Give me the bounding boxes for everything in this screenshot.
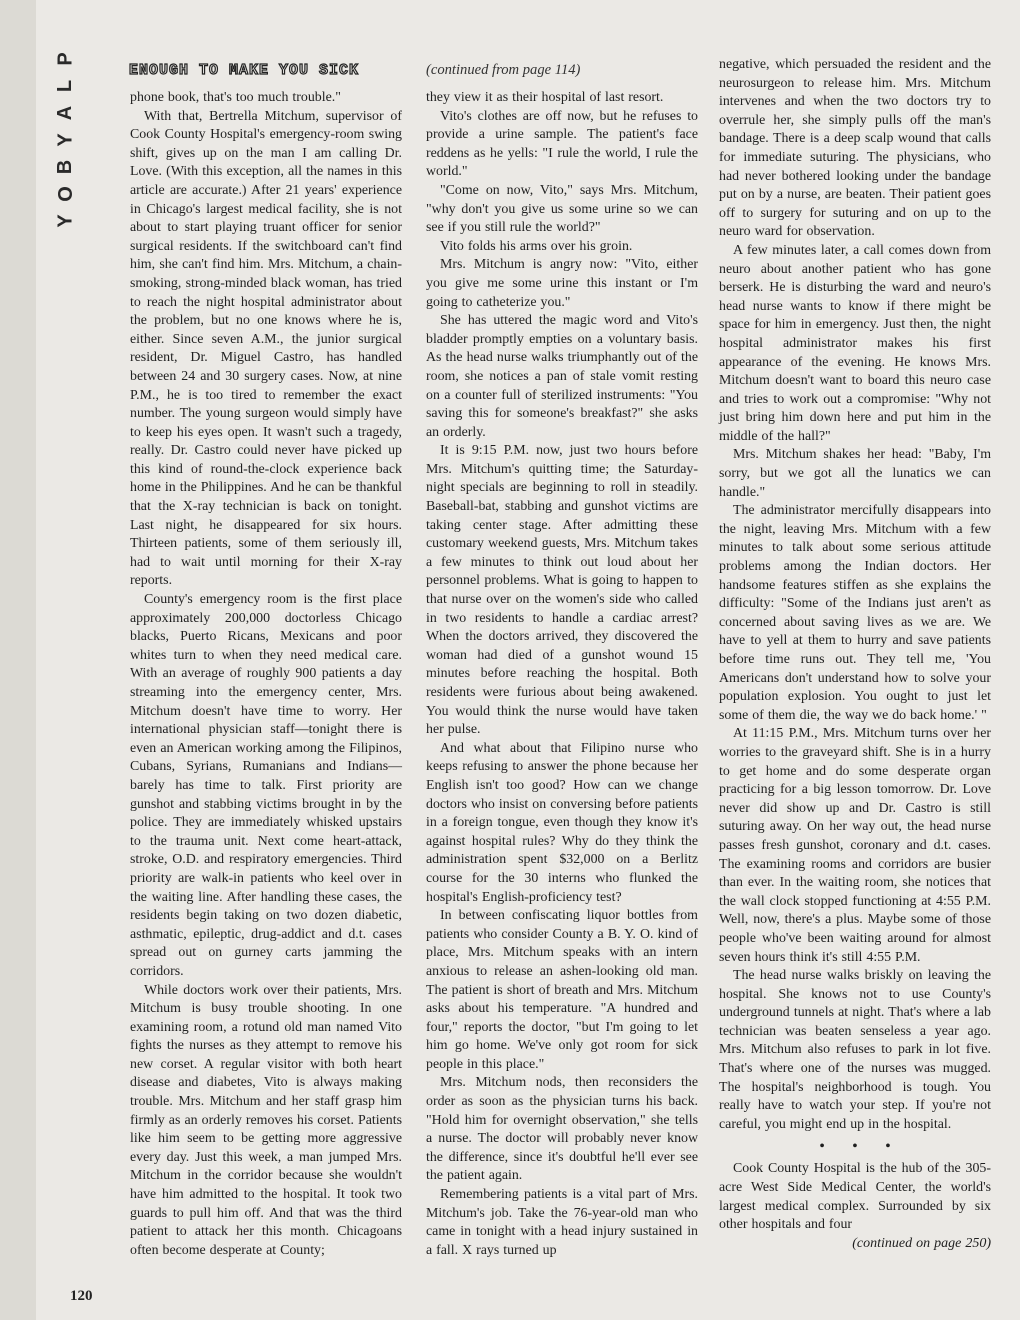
paragraph: Vito folds his arms over his groin. [440, 238, 633, 254]
paragraph: While doctors work over their patients, Mrs. Mitchum is busy trouble shooting. In one examining room, a rotund old man named Vito fights the nurses as they attempt to remove his new corset. A regular visitor with both heart disease and diabetes, Vito is always making trouble. Mrs. Mitchum and her staff grasp him firmly as an orderly removes his corset. Patients like him seem to be getting more aggressive every day. Just this week, a man jumped Mrs. Mitchum in the corridor because she wouldn't have him admitted to the hospital. It took two guards to pull him off. And that was the third patient to attack her this month. Chicagoans often become desperate at County; [130, 982, 402, 1258]
paragraph: Mrs. Mitchum nods, then reconsiders the order as soon as the physician turns his back. "Hold him for overnight observation," she tells a nurse. The doctor will probably never know the difference, since it's doubtful he'll ever see the patient again. [426, 1075, 698, 1184]
magazine-name-vertical [52, 46, 80, 226]
magazine-name-letter: L [54, 78, 77, 93]
paragraph: Vito's clothes are off now, but he refuses to provide a urine sample. The patient's face reddens as he yells: "I rule the world, I rule the world." [426, 108, 698, 180]
paragraph: phone book, that's too much trouble." [130, 90, 341, 105]
paragraph: In between confiscating liquor bottles from patients who consider County a B. Y. O. kind of place, Mrs. Mitchum speaks with an intern anxious to release an ashen-looking old man. The patient is short of breath and Mrs. Mitchum asks about his temperature. "A hundred and four," reports the doctor, "but I'm going to let him go home. We've only got room for sick people in this place." [426, 908, 698, 1072]
magazine-name-letter: Y [54, 132, 77, 147]
article-column-1 [130, 89, 402, 1260]
paragraph: It is 9:15 P.M. now, just two hours before Mrs. Mitchum's quitting time; the Saturday-night specials are beginning to roll in steadily. Baseball-bat, stabbing and gunshot victims are taking center stage. After admitting these customary weekend guests, Mrs. Mitchum takes a few minutes to think out loud about her personnel problems. What is going to happen to that nurse over on the women's side who called in two residents to handle a cardiac arrest? When the doctors arrived, they discovered the woman had died of a gunshot wound 15 minutes before reaching the hospital. Both residents were furious about being awakened. You would think the nurse would have taken her pulse. [426, 443, 698, 738]
magazine-name-letter: Y [54, 213, 77, 228]
magazine-name-letter: O [54, 185, 77, 202]
article-column-2 [426, 89, 698, 1260]
page-number: 120 [70, 1288, 93, 1304]
magazine-name-letter: A [54, 104, 77, 121]
continued-on-note: (continued on page 250) [852, 1235, 991, 1251]
magazine-page [36, 0, 1020, 1320]
article-column-3 [719, 56, 991, 1253]
paragraph: A few minutes later, a call comes down from neuro about another patient who has gone berserk. He is disturbing the ward and neuro's head nurse wants to know if there might be space for him in emergency. Just then, the night hospital administrator makes his first appearance of the evening. He knows Mrs. Mitchum doesn't want to board this neuro case and tries to work out a compromise: "Why not just bring him down here and put him in the middle of the hall?" [719, 242, 991, 444]
section-break: • • • [819, 1139, 903, 1155]
paragraph: And what about that Filipino nurse who keeps refusing to answer the phone because her English isn't too good? How can we change doctors who insist on conversing before patients in a foreign tongue, even though they know it's against hospital rules? Why do they think the administration spent $32,000 on a Berlitz course for the 30 interns who flunked the hospital's English-proficiency test? [426, 740, 698, 905]
column-3-body [719, 56, 991, 1134]
paragraph: The administrator mercifully disappears into the night, leaving Mrs. Mitchum with a few minutes to talk about some serious attitude problems among the Indian doctors. Her handsome features stiffen as she explains the difficulty: "Some of the Indians just aren't as concerned about saving lives as we are. We have to yell at them to hurry and save patients before time runs out. They tell me, 'You Americans don't understand how to solve your population explosion. You ought to just let some of them die, the way we do back home.' " [719, 503, 991, 723]
paragraph: Mrs. Mitchum is angry now: "Vito, either you give me some urine this instant or I'm going to catheterize you." [426, 257, 698, 310]
continued-from-note: (continued from page 114) [426, 62, 581, 78]
paragraph: negative, which persuaded the resident and the neurosurgeon to release him. Mrs. Mitchum intervenes and when the two doctors try to overrule her, she simply pulls off the man's bandage. There is a deep scalp wound that calls for immediate suturing. The physicians, who had never bothered looking under the bandage put on by a nurse, are beaten. Their patient goes off to surgery for suturing and on up to the neuro ward for observation. [719, 57, 991, 240]
paragraph: "Come on now, Vito," says Mrs. Mitchum, "why don't you give us some urine so we can see if you still rule the world?" [426, 182, 698, 236]
paragraph: Mrs. Mitchum shakes her head: "Baby, I'm sorry, but we got all the lunatics we can handle." [719, 447, 991, 500]
paragraph: Remembering patients is a vital part of Mrs. Mitchum's job. Take the 76-year-old man who came in tonight with a head injury sustained in a fall. X rays turned up [426, 1187, 698, 1258]
paragraph: they view it as their hospital of last resort. [426, 90, 664, 105]
paragraph-after-break: Cook County Hospital is the hub of the 305-acre West Side Medical Center, the world's largest medical complex. Surrounded by six other hospitals and four [719, 1161, 991, 1233]
paragraph: The head nurse walks briskly on leaving the hospital. She knows not to use County's underground tunnels at night. That's where a lab technician was beaten senseless a year ago. Mrs. Mitchum also refuses to park in lot five. That's where one of the nurses was mugged. The hospital's neighborhood is tough. You really have to watch your step. If you're not careful, you might end up in the hospital. [719, 968, 991, 1132]
paragraph: At 11:15 P.M., Mrs. Mitchum turns over her worries to the graveyard shift. She is in a hurry to get home and do some desperate organ practicing for a big lesson tomorrow. Dr. Love never did show up and Dr. Castro is still suturing away. On her way out, the head nurse passes fresh gunshot, coronary and d.t. cases. The examining rooms and corridors are busier than ever. In the waiting room, she notices that the wall clock stopped functioning at 4:55 P.M. Well, now, there's a plus. Maybe some of those people who've been waiting around for almost seven hours think it's still 4:55 P.M. [719, 726, 991, 965]
series-title: ENOUGH TO MAKE YOU SICK [129, 62, 360, 79]
magazine-name-letter: B [54, 158, 77, 175]
paragraph: County's emergency room is the first place approximately 200,000 doctorless Chicago blacks, Puerto Ricans, Mexicans and poor whites turn to when they need medical care. With an average of roughly 900 patients a day streaming into the emergency center, Mrs. Mitchum doesn't have time to worry. Her international physician staff—tonight there is even an American working among the Filipinos, Cubans, Syrians, Rumanians and Indians—barely has time to talk. First priority are gunshot and stabbing victims brought in by the police. They are immediately whisked upstairs to the trauma unit. Next come heart-attack, stroke, O.D. and respiratory emergencies. Third priority are walk-in patients who keel over in the waiting line. After handling these cases, the residents begin taking on two dozen diabetic, asthmatic, epileptic, drug-addict and d.t. cases spread out on gurney carts jamming the corridors. [130, 592, 402, 979]
paragraph: With that, Bertrella Mitchum, supervisor of Cook County Hospital's emergency-room swing shift, gives up on the man I am calling Dr. Love. (With this exception, all the names in this article are accurate.) After 21 years' experience in Chicago's largest medical facility, she is not about to start playing truant officer for senior surgical residents. If the switchboard can't find him, she can't find him. Mrs. Mitchum, a chain-smoking, strong-minded black woman, has tried to reach the night hospital administrator about the problem, but no one knows where he is, either. Since seven A.M., the junior surgical resident, Dr. Miguel Castro, has handled between 24 and 30 surgery cases. Now, at nine P.M., he is too tired to remember the exact number. The young surgeon would simply have to keep his eyes open. It wasn't such a tragedy, really. Dr. Castro could never have picked up this kind of round-the-clock experience back home in the Philippines. And he can be thankful that the X-ray technician is back on tonight. Last night, he disappeared for six hours. Thirteen patients, some of them seriously ill, had to wait until morning for their X-ray reports. [130, 108, 402, 589]
paragraph: She has uttered the magic word and Vito's bladder promptly empties on a voluntary basis. As the head nurse walks triumphantly out of the room, she notices a pan of stale vomit resting on a counter full of sterilized instruments: "You saving this for someone's breakfast?" she asks an orderly. [426, 313, 698, 440]
magazine-name-letter: P [54, 51, 77, 66]
